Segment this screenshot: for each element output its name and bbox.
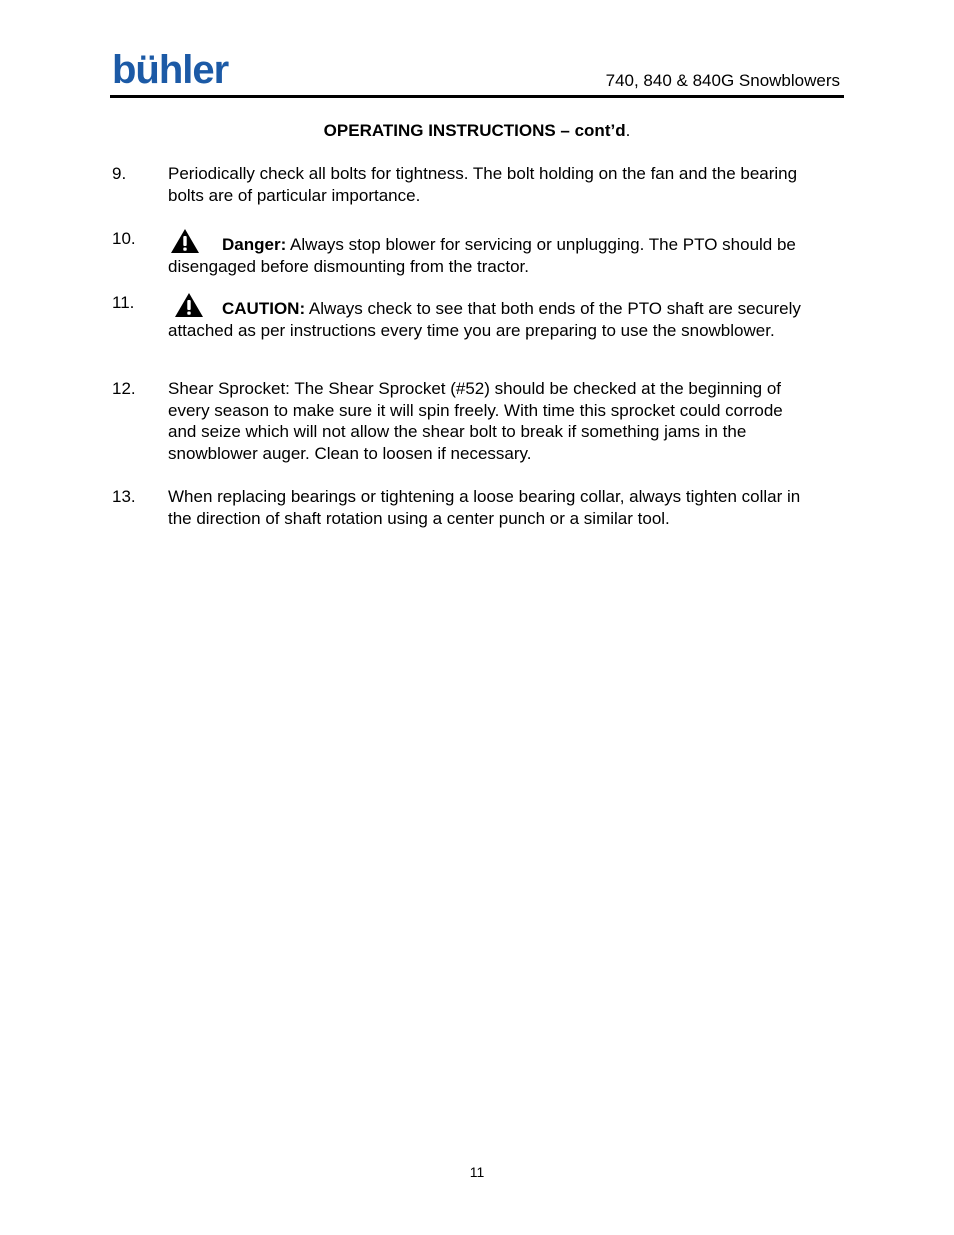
caution-label: CAUTION: (222, 299, 306, 318)
header-divider (110, 95, 844, 98)
item-number: 12. (112, 379, 136, 398)
warning-triangle-icon (174, 292, 204, 318)
section-title-text: OPERATING INSTRUCTIONS – cont’d (323, 121, 626, 140)
item-body (168, 292, 808, 341)
document-title: 740, 840 & 840G Snowblowers (605, 71, 840, 90)
item-text: Always check to see that both ends of the PTO shaft are securely attached as per instructions every time you are preparing to use the snowblower. (168, 299, 801, 340)
section-title-suffix: . (625, 121, 631, 140)
item-text: Shear Sprocket: The Shear Sprocket (#52) should be checked at the beginning of every season to make sure it will spin freely. With time this sprocket could corrode and seize which will not allow the shear bolt to break if something jams in the snowblower auger. Clean to loosen if necessary. (168, 379, 783, 463)
page-number: 11 (469, 1164, 485, 1180)
item-text: When replacing bearings or tightening a loose bearing collar, always tighten collar in the direction of shaft rotation using a center punch or a similar tool. (168, 487, 801, 528)
item-number: 13. (112, 487, 136, 506)
item-number: 10. (112, 229, 136, 248)
item-number: 11. (112, 293, 135, 312)
section-title (110, 120, 844, 141)
item-text: Periodically check all bolts for tightness. The bolt holding on the fan and the bearing bolts are of particular importance. (168, 164, 798, 205)
buhler-logo: bühler (112, 48, 229, 92)
warning-triangle-icon (170, 228, 200, 254)
item-text: Always stop blower for servicing or unplugging. The PTO should be disengaged before dismounting from the tractor. (168, 235, 796, 276)
item-body (168, 228, 808, 277)
danger-label: Danger: (222, 235, 287, 254)
item-number: 9. (112, 164, 127, 183)
